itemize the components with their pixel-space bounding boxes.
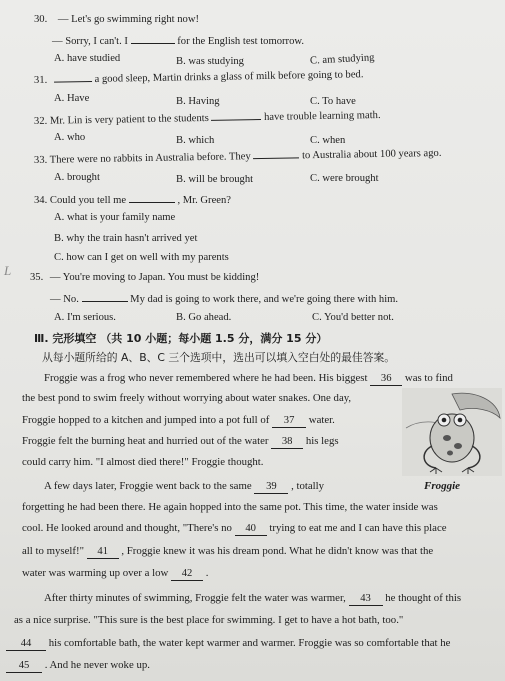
blank-38: 38	[271, 435, 303, 449]
q32-text-b: have trouble learning math.	[263, 109, 381, 123]
margin-pencil-mark: L	[4, 263, 12, 278]
q30-line2	[52, 33, 304, 48]
blank-39: 39	[254, 480, 288, 494]
q33-line	[34, 145, 442, 167]
q35-option-a: A. I'm serious.	[54, 312, 116, 323]
passage-line	[6, 637, 450, 651]
q30-number: 30.	[34, 14, 48, 25]
passage-text: , totally	[291, 480, 325, 492]
q30-text-a: — Sorry, I can't. I	[52, 36, 128, 47]
q31-number: 31.	[33, 74, 48, 86]
q35-line2	[50, 291, 398, 306]
blank-37: 37	[272, 414, 306, 428]
q30-line1	[34, 13, 199, 26]
q30-prompt: — Let's go swimming right now!	[57, 14, 199, 25]
q35-text-a: — No.	[50, 294, 79, 305]
q30-option-b: B. was studying	[176, 56, 244, 67]
passage-text: . And he never woke up.	[44, 659, 150, 671]
q34-option-c: C. how can I get on well with my parents	[54, 252, 229, 263]
q35-number: 35.	[30, 272, 44, 283]
q32-text-a: Mr. Lin is very patient to the students	[49, 112, 209, 127]
passage-text: A few days later, Froggie went back to the same	[44, 480, 252, 492]
q35-text-b: My dad is going to work there, and we're going there with him.	[130, 294, 399, 305]
q35-option-b: B. Go ahead.	[176, 312, 232, 323]
q35-line1	[30, 271, 259, 284]
passage-text: water was warming up over a low	[22, 567, 169, 579]
q32-option-b: B. which	[176, 135, 215, 146]
section-instruction: 从每小题所给的 A、B、C 三个选项中，选出可以填入空白处的最佳答案。	[42, 351, 396, 364]
passage-text: Froggie was a frog who never remembered where he had been. His biggest	[44, 372, 368, 384]
q31-prompt: a good sleep, Martin drinks a glass of milk before going to bed.	[94, 69, 364, 85]
q34-text-a: Could you tell me	[49, 195, 127, 206]
blank-36: 36	[370, 372, 402, 386]
q32-option-c: C. when	[310, 135, 346, 146]
passage-text: cool. He looked around and thought, "There's no	[22, 522, 232, 534]
passage-line	[22, 522, 447, 536]
q33-text-a: There were no rabbits in Australia before. They	[49, 151, 251, 166]
passage-line	[22, 545, 433, 559]
q35-blank	[82, 291, 128, 302]
passage-line	[22, 414, 335, 428]
q33-option-c: C. were brought	[310, 173, 379, 184]
q32-option-a: A. who	[54, 132, 86, 143]
blank-42: 42	[171, 567, 203, 581]
passage-line	[22, 435, 339, 449]
q31-option-a: A. Have	[54, 93, 90, 104]
q33-option-b: B. will be brought	[176, 174, 254, 185]
q33-option-a: A. brought	[54, 172, 100, 183]
q30-option-a: A. have studied	[54, 53, 121, 64]
passage-text: , Froggie knew it was his dream pond. What he didn't know was that the	[121, 545, 434, 557]
q31-line	[34, 66, 364, 87]
q31-blank	[54, 71, 92, 83]
blank-43: 43	[349, 592, 383, 606]
q34-blank	[129, 192, 175, 203]
passage-text: After thirty minutes of swimming, Froggie felt the water was warmer,	[44, 592, 346, 604]
passage-line	[44, 372, 453, 386]
passage-text: all to myself!"	[22, 545, 84, 557]
q34-text-b: , Mr. Green?	[177, 195, 231, 206]
q32-blank	[211, 109, 261, 121]
passage-text: Froggie felt the burning heat and hurried out of the water	[22, 435, 269, 447]
passage-text: his comfortable bath, the water kept warmer and warmer. Froggie was so comfortable that he	[48, 637, 451, 649]
passage-text: trying to eat me and I can have this place	[269, 522, 447, 534]
q30-option-c: C. am studying	[309, 52, 375, 67]
blank-45: 45	[6, 659, 42, 673]
passage-line	[6, 659, 150, 673]
q33-text-b: to Australia about 100 years ago.	[301, 147, 442, 162]
blank-41: 41	[87, 545, 119, 559]
passage-text: .	[205, 567, 209, 579]
q32-number: 32.	[33, 115, 48, 127]
passage-line	[44, 480, 324, 494]
q35-prompt: — You're moving to Japan. You must be kidding!	[49, 272, 260, 283]
passage-line: as a nice surprise. "This sure is the best place for swimming. I get to have a hot bath, too."	[14, 614, 404, 626]
q34-line	[34, 192, 231, 207]
passage-text: Froggie hopped to a kitchen and jumped into a pot full of	[22, 414, 270, 426]
q33-blank	[253, 147, 299, 159]
passage-text: his legs	[305, 435, 339, 447]
passage-text: water.	[308, 414, 335, 426]
passage-line: the best pond to swim freely without worrying about water snakes. One day,	[22, 392, 352, 404]
frog-illustration	[402, 388, 502, 476]
passage-text: was to find	[404, 372, 453, 384]
q32-line	[34, 107, 381, 128]
passage-line	[22, 567, 208, 581]
frog-caption: Froggie	[424, 480, 461, 492]
q34-number: 34.	[34, 195, 48, 206]
passage-text: he thought of this	[385, 592, 462, 604]
q34-option-a: A. what is your family name	[54, 212, 176, 223]
blank-40: 40	[235, 522, 267, 536]
q30-blank	[131, 33, 175, 44]
section-heading: Ⅲ. 完形填空 （共 10 小题；每小题 1.5 分，满分 15 分）	[34, 332, 328, 345]
blank-44: 44	[6, 637, 46, 651]
q35-option-c: C. You'd better not.	[312, 312, 394, 323]
q31-option-b: B. Having	[176, 96, 220, 107]
passage-line: forgetting he had been there. He again hopped into the same pot. This time, the water inside was	[22, 501, 438, 513]
passage-line	[44, 592, 461, 606]
q33-number: 33.	[33, 154, 48, 166]
q31-option-c: C. To have	[310, 96, 356, 107]
passage-line: could carry him. "I almost died there!" Froggie thought.	[22, 456, 264, 468]
q34-option-b: B. why the train hasn't arrived yet	[54, 233, 198, 244]
q30-text-b: for the English test tomorrow.	[177, 36, 304, 47]
